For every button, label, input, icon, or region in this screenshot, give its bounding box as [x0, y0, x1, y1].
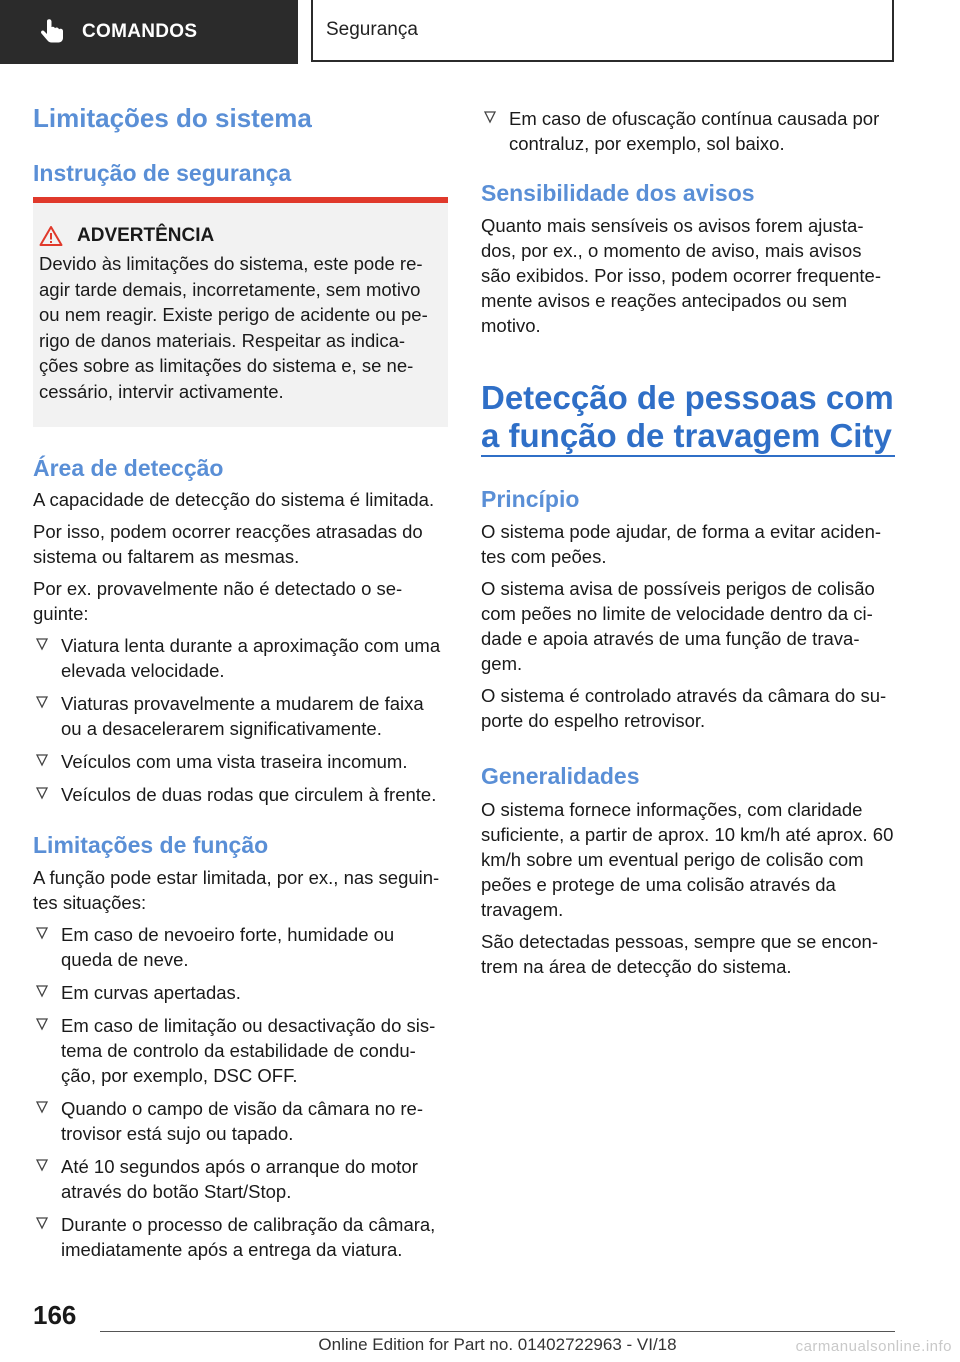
paragraph: O sistema avisa de possíveis perigos de colisão com peões no limite de velocidade dentro da ci‐dade e apoia através de uma função de trava‐gem.	[481, 578, 875, 674]
paragraph: O sistema fornece informações, com claridade suficiente, a partir de aprox. 10 km/h até aprox. 60 km/h sobre um eventual perigo de colisão com peões e protege de uma colisão através da travagem.	[481, 799, 894, 920]
triangle-bullet-icon	[35, 695, 49, 709]
section-title: Segurança	[326, 19, 418, 40]
triangle-bullet-icon	[35, 637, 49, 651]
page-number: 166	[33, 1300, 77, 1330]
triangle-bullet-icon	[35, 984, 49, 998]
list-item-text: Até 10 segundos após o arranque do motor através do botão Start/Stop.	[61, 1156, 418, 1202]
list-item	[33, 1096, 448, 1146]
list-item-text: Veículos de duas rodas que circulem à frente.	[61, 784, 437, 805]
section-title-box	[311, 0, 894, 62]
heading-safety-instruction: Instrução de segurança	[33, 160, 292, 186]
heading-function-limits: Limitações de função	[33, 832, 269, 858]
list-item-text: Em caso de limitação ou desactivação do sis‐tema de controlo da estabilidade de condu‐ção, por exemplo, DSC OFF.	[61, 1015, 436, 1086]
footer-divider	[100, 1331, 895, 1332]
list-item-text: Viatura lenta durante a aproximação com uma elevada velocidade.	[61, 635, 441, 681]
paragraph: O sistema é controlado através da câmara do su‐porte do espelho retrovisor.	[481, 685, 887, 731]
triangle-bullet-icon	[35, 926, 49, 940]
list-item	[33, 749, 448, 774]
paragraph: Por isso, podem ocorrer reacções atrasadas do sistema ou faltarem as mesmas.	[33, 521, 423, 567]
list-item-text: Veículos com uma vista traseira incomum.	[61, 751, 408, 772]
watermark: carmanualsonline.info	[795, 1338, 952, 1355]
list-item-text: Em caso de nevoeiro forte, humidade ou queda de neve.	[61, 924, 395, 970]
list-item-text: Em curvas apertadas.	[61, 982, 241, 1003]
warning-title: ADVERTÊNCIA	[77, 225, 215, 246]
paragraph: A função pode estar limitada, por ex., nas seguin‐tes situações:	[33, 867, 440, 913]
triangle-bullet-icon	[35, 786, 49, 800]
triangle-bullet-icon	[35, 1158, 49, 1172]
limits-list-continued	[481, 106, 895, 164]
heading-pedestrian-detection: Detecção de pessoas com a função de travagem City	[481, 379, 894, 454]
paragraph: A capacidade de detecção do sistema é limitada.	[33, 489, 435, 510]
list-item	[33, 980, 448, 1005]
heading-principle: Princípio	[481, 486, 580, 512]
chapter-label: COMANDOS	[82, 21, 198, 42]
list-item-text: Durante o processo de calibração da câmara, imediatamente após a entrega da viatura.	[61, 1214, 436, 1260]
list-item	[33, 633, 448, 683]
warning-triangle-icon	[39, 225, 63, 247]
limits-list	[33, 922, 448, 1262]
list-item	[33, 1013, 448, 1088]
list-item-text: Em caso de ofuscação contínua causada por contraluz, por exemplo, sol baixo.	[509, 108, 880, 154]
list-item	[33, 1212, 448, 1262]
triangle-bullet-icon	[35, 753, 49, 767]
heading-detection-area: Área de detecção	[33, 455, 224, 481]
heading-general: Generalidades	[481, 763, 640, 789]
pointing-hand-icon	[38, 17, 68, 47]
heading-system-limits: Limitações do sistema	[33, 103, 312, 133]
triangle-bullet-icon	[35, 1216, 49, 1230]
warning-box	[33, 197, 448, 427]
paragraph: Por ex. provavelmente não é detectado o se‐guinte:	[33, 578, 403, 624]
triangle-bullet-icon	[35, 1100, 49, 1114]
list-item	[33, 922, 448, 972]
warning-text: Devido às limitações do sistema, este pode re‐agir tarde demais, incorretamente, sem motivo ou nem reagir. Existe perigo de acidente ou pe‐rigo de danos materiais. Respeitar as indica‐ções sobre as limitações do sistema e, se ne‐cessário, intervir activamente.	[39, 253, 428, 402]
list-item-text: Quando o campo de visão da câmara no re‐trovisor está sujo ou tapado.	[61, 1098, 423, 1144]
list-item	[481, 106, 895, 156]
heading-warning-sensitivity: Sensibilidade dos avisos	[481, 180, 755, 206]
footer-edition: Online Edition for Part no. 01402722963 - VI/18	[318, 1335, 677, 1354]
header-chapter-tab	[0, 0, 298, 64]
paragraph: Quanto mais sensíveis os avisos forem ajusta‐dos, por ex., o momento de aviso, mais avisos são exibidos. Por isso, podem ocorrer frequente‐mente avisos e reações antecipados ou sem motivo.	[481, 215, 882, 336]
paragraph: O sistema pode ajudar, de forma a evitar aciden‐tes com peões.	[481, 521, 882, 567]
triangle-bullet-icon	[35, 1017, 49, 1031]
list-item	[33, 782, 448, 807]
list-item	[33, 691, 448, 741]
detection-list	[33, 633, 448, 807]
warning-title-row	[39, 225, 442, 247]
paragraph: São detectadas pessoas, sempre que se encon‐trem na área de detecção do sistema.	[481, 931, 878, 977]
list-item	[33, 1154, 448, 1204]
triangle-bullet-icon	[483, 110, 497, 124]
heading-underline	[481, 455, 895, 457]
list-item-text: Viaturas provavelmente a mudarem de faixa ou a desacelerarem significativamente.	[61, 693, 424, 739]
